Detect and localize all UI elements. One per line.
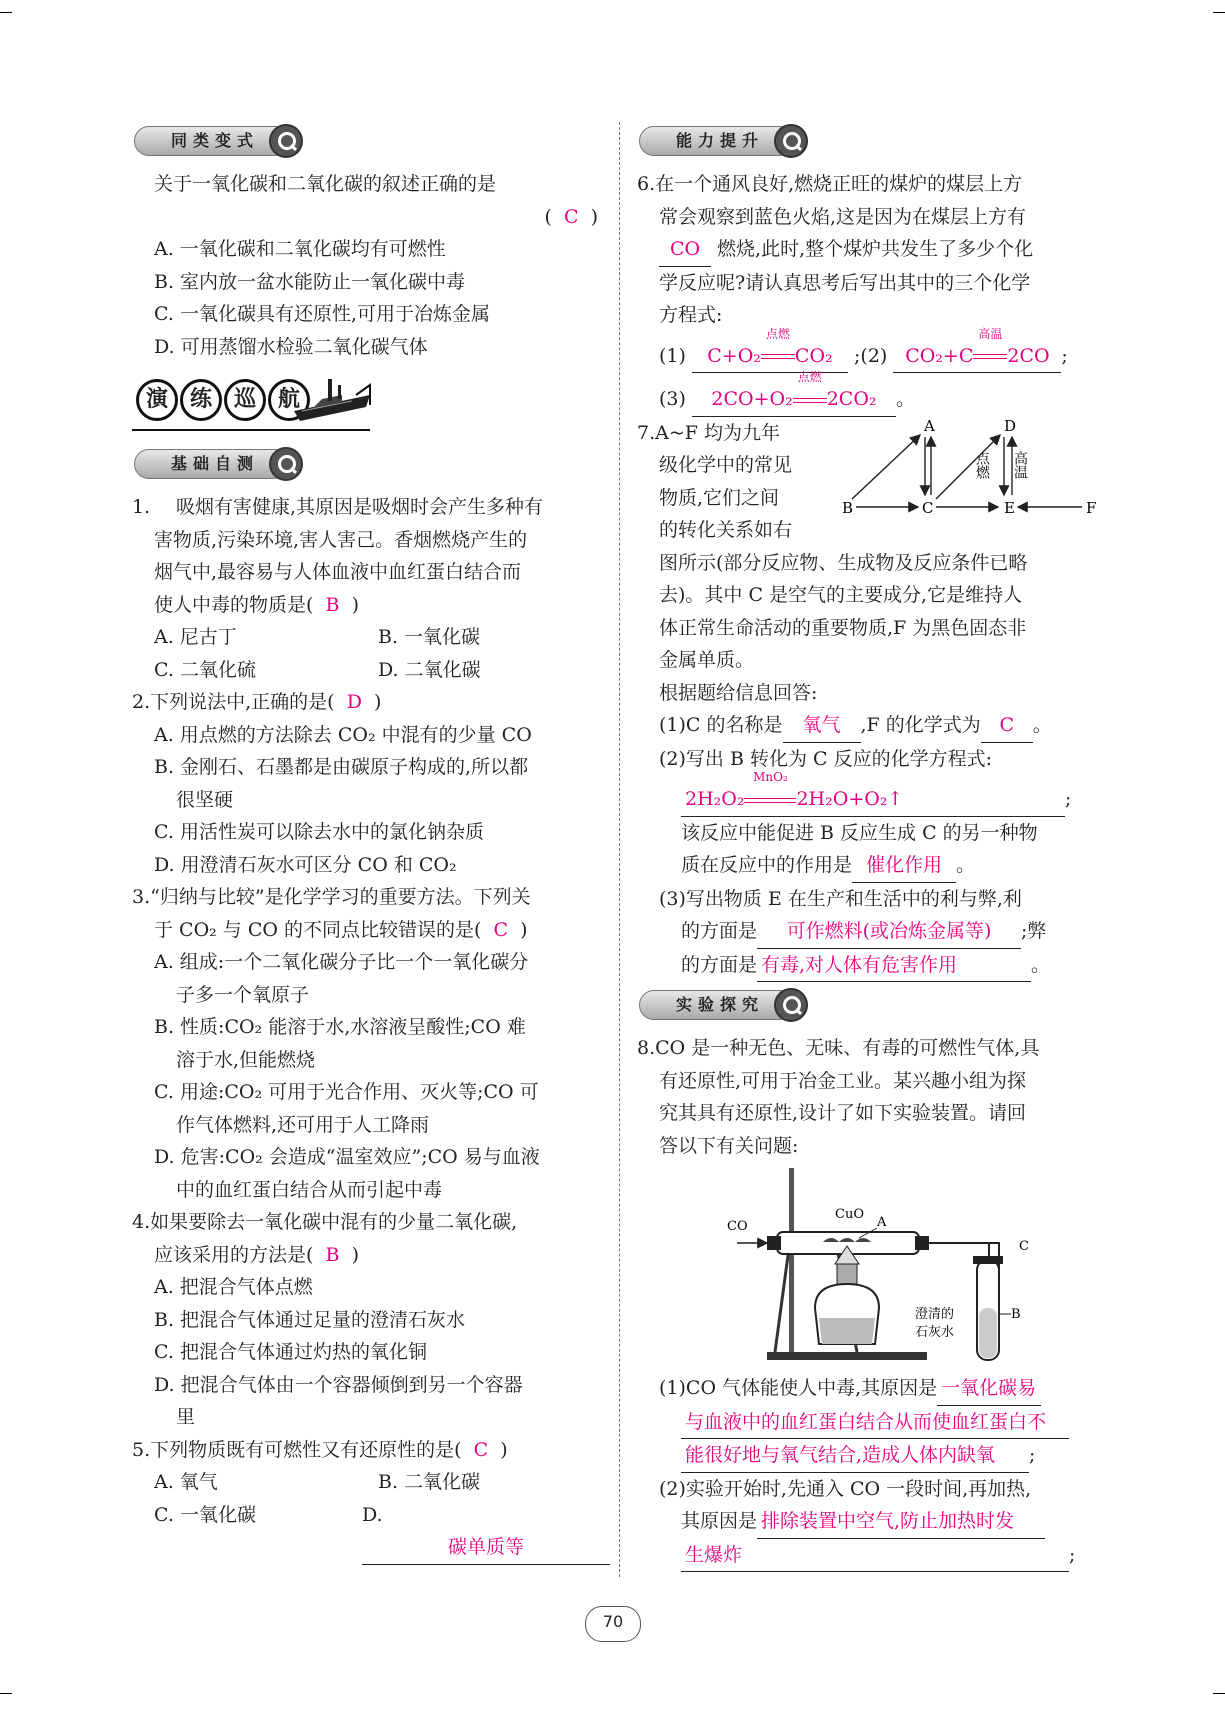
answer-choice: C bbox=[563, 205, 579, 228]
question-line bbox=[637, 233, 1102, 267]
answer-blank: 有毒,对人体有危害作用 bbox=[757, 949, 1031, 983]
arrow-b-to-a bbox=[852, 435, 920, 499]
question-line-text: 质在反应中的作用是 bbox=[681, 854, 853, 876]
equation-label: (3) bbox=[659, 388, 686, 410]
node-c: C bbox=[922, 498, 934, 517]
question-number: 4. bbox=[132, 1211, 151, 1233]
option-a: A. 用点燃的方法除去 CO₂ 中混有的少量 CO bbox=[154, 723, 532, 746]
punctuation: ; bbox=[1029, 1444, 1036, 1466]
option-c: C. 把混合气体通过灼热的氧化铜 bbox=[154, 1341, 427, 1363]
question-stem: 关于一氧化碳和二氧化碳的叙述正确的是 bbox=[154, 173, 497, 195]
question-line-text: 如果要除去一氧化碳中混有的少量二氧化碳, bbox=[150, 1211, 518, 1233]
punctuation: 。 bbox=[1031, 953, 1051, 976]
answer-blank: 氧气 bbox=[783, 709, 861, 743]
option-a-cont: 子多一个氧原子 bbox=[176, 983, 310, 1006]
question-line-text: 于 CO₂ 与 CO 的不同点比较错误的是( bbox=[154, 918, 482, 941]
arrow-c-to-d bbox=[936, 435, 1000, 499]
banner-char: 航 bbox=[268, 379, 310, 421]
sub-question-1 bbox=[637, 709, 1102, 743]
question-line: 该反应中能促进 B 反应生成 C 的另一种物 bbox=[681, 821, 1038, 844]
question-line-text: 在一个通风良好,燃烧正旺的煤炉的煤层上方 bbox=[655, 173, 1023, 195]
answer-choice: B bbox=[325, 1243, 340, 1266]
node-e: E bbox=[1004, 498, 1015, 517]
question-line: 害物质,污染环境,害人害己。香烟燃烧产生的 bbox=[154, 528, 528, 551]
question-line bbox=[637, 849, 1102, 883]
section-tag-variant bbox=[134, 122, 602, 162]
answer-blank: 碳单质等 bbox=[362, 1531, 610, 1565]
sub-question-2: (2)写出 B 转化为 C 反应的化学方程式: bbox=[659, 747, 992, 770]
left-column bbox=[132, 118, 602, 1565]
answer-line bbox=[637, 1539, 1102, 1573]
question-line: 体正常生命活动的重要物质,F 为黑色固态非 bbox=[659, 616, 1027, 639]
question-line-text: ;弊 bbox=[1021, 920, 1047, 942]
option-a: A. 氧气 bbox=[154, 1471, 218, 1493]
answer-choice: C bbox=[493, 918, 509, 941]
label-limewater-1: 澄清的 bbox=[915, 1307, 955, 1322]
question-line bbox=[637, 168, 1102, 201]
punctuation: 。 bbox=[1032, 714, 1052, 736]
option-a: A. 尼古丁 bbox=[154, 626, 237, 648]
question-stem bbox=[132, 686, 602, 719]
reaction-condition: MnO₂ bbox=[753, 770, 788, 784]
sub-question-1 bbox=[637, 1372, 1102, 1406]
answer-blank: CO bbox=[659, 233, 711, 267]
banner-rule bbox=[132, 429, 370, 431]
label-a: A bbox=[877, 1215, 887, 1230]
question-number: 6. bbox=[637, 173, 656, 195]
column-divider bbox=[619, 122, 620, 1577]
label-cuo: CuO bbox=[835, 1207, 864, 1222]
equation-products: 2CO bbox=[1007, 344, 1050, 367]
equation-answer bbox=[681, 770, 1065, 817]
equation-arrow bbox=[973, 326, 1007, 373]
question-number: 5. bbox=[132, 1438, 151, 1461]
answer-blank: 排除装置中空气,防止加热时发 bbox=[757, 1505, 1045, 1539]
equation-reactants: C+O₂ bbox=[707, 344, 761, 367]
question-line: 方程式: bbox=[659, 304, 723, 326]
node-f: F bbox=[1086, 498, 1097, 517]
question-6 bbox=[637, 168, 1102, 417]
punctuation: ; bbox=[1065, 788, 1072, 810]
answer-blank: 能很好地与氧气结合,造成人体内缺氧 bbox=[681, 1439, 1029, 1473]
magnifier-icon bbox=[774, 124, 808, 158]
equation-row bbox=[637, 370, 1102, 417]
question-line-text: 下列说法中,正确的是( bbox=[150, 691, 335, 713]
option-d-prefix: D. bbox=[362, 1503, 383, 1526]
answer-line bbox=[637, 1406, 1102, 1440]
section-tag-label: 实验探究 bbox=[639, 990, 794, 1020]
option-c: C. 一氧化碳 bbox=[154, 1503, 256, 1526]
question-number: 1. bbox=[132, 496, 151, 518]
question-line-text: “归纳与比较”是化学学习的重要方法。下列关 bbox=[150, 886, 531, 908]
question-1 bbox=[132, 491, 602, 686]
question-line-text: (1)C 的名称是 bbox=[659, 714, 783, 736]
answer-bracket: ( C ) bbox=[544, 205, 598, 228]
battleship-icon bbox=[292, 365, 372, 429]
bracket-close: ) bbox=[351, 1243, 359, 1266]
option-d: D. 把混合气体由一个容器倾倒到另一个容器 bbox=[154, 1373, 523, 1396]
option-a: A. 把混合气体点燃 bbox=[154, 1276, 313, 1298]
crop-mark bbox=[1213, 12, 1225, 25]
sub-question-2: (2)实验开始时,先通入 CO 一段时间,再加热, bbox=[659, 1477, 1032, 1500]
banner-char: 练 bbox=[180, 379, 222, 421]
equation-reactants: 2CO+O₂ bbox=[711, 388, 793, 410]
question-text bbox=[132, 491, 602, 524]
option-b-cont: 溶于水,但能燃烧 bbox=[176, 1048, 316, 1071]
question-line: 常会观察到蓝色火焰,这是因为在煤层上方有 bbox=[659, 205, 1027, 228]
question-5 bbox=[132, 1434, 602, 1565]
question-line: 金属单质。 bbox=[659, 649, 755, 671]
question-number: 8. bbox=[637, 1037, 656, 1059]
equation-reactants: CO₂+C bbox=[905, 344, 974, 367]
node-b: B bbox=[842, 498, 854, 517]
crop-mark bbox=[1213, 1693, 1225, 1706]
answer-blank: C bbox=[981, 709, 1033, 743]
answer-blank: 催化作用 bbox=[852, 849, 956, 883]
question-line-text: ,F 的化学式为 bbox=[860, 714, 981, 736]
equation-products: CO₂ bbox=[794, 344, 833, 367]
equation-arrow bbox=[744, 770, 796, 816]
variant-question bbox=[132, 168, 602, 363]
crop-mark bbox=[0, 12, 12, 25]
stand-rod bbox=[789, 1168, 794, 1352]
options-row bbox=[132, 1466, 602, 1499]
section-banner bbox=[132, 371, 602, 441]
equation-label: ;(2) bbox=[854, 344, 888, 367]
question-line-text: 其原因是 bbox=[681, 1510, 758, 1532]
equation-answer bbox=[893, 326, 1061, 374]
section-tag-experiment bbox=[639, 986, 1102, 1026]
bracket-close: ) bbox=[351, 593, 359, 616]
apparatus-diagram bbox=[727, 1168, 1047, 1368]
question-line: 学反应呢?请认真思考后写出其中的三个化学 bbox=[659, 271, 1031, 294]
answer-blank: 生爆炸 bbox=[681, 1539, 1069, 1573]
question-line-text: 使人中毒的物质是( bbox=[154, 593, 314, 616]
crop-mark bbox=[0, 1693, 12, 1706]
options-row bbox=[132, 1499, 602, 1565]
option-b-cont: 很坚硬 bbox=[176, 788, 234, 811]
question-line-text: 的方面是 bbox=[681, 953, 758, 976]
sub-question-3: (3)写出物质 E 在生产和生活中的利与弊,利 bbox=[659, 887, 1022, 910]
magnifier-icon bbox=[269, 447, 303, 481]
magnifier-icon bbox=[269, 124, 303, 158]
answer-blank: 可作燃料(或冶炼金属等) bbox=[757, 915, 1021, 949]
option-d: D. 二氧化碳 bbox=[378, 658, 481, 681]
equation-reactants: 2H₂O₂ bbox=[685, 788, 745, 810]
option-c: C. 用途:CO₂ 可用于光合作用、灭火等;CO 可 bbox=[154, 1081, 539, 1103]
equation-products: 2H₂O+O₂↑ bbox=[796, 788, 904, 810]
question-line: 去)。其中 C 是空气的主要成分,它是维持人 bbox=[659, 584, 1023, 606]
question-line-text: A~F 均为九年 bbox=[655, 421, 781, 444]
option-b: B. 室内放一盆水能防止一氧化碳中毒 bbox=[154, 270, 466, 293]
punctuation: 。 bbox=[956, 854, 976, 876]
answer-line bbox=[637, 1439, 1102, 1473]
reaction-condition: 点燃 bbox=[797, 370, 822, 384]
question-7 bbox=[637, 417, 1102, 983]
answer-choice: C bbox=[473, 1438, 489, 1461]
option-b: B. 把混合气体通过足量的澄清石灰水 bbox=[154, 1308, 466, 1331]
bracket-close: ) bbox=[520, 918, 528, 941]
question-line: 有还原性,可用于冶金工业。某兴趣小组为探 bbox=[659, 1069, 1027, 1092]
option-b: B. 二氧化碳 bbox=[378, 1471, 481, 1493]
punctuation: ; bbox=[1061, 344, 1068, 367]
question-line bbox=[637, 1032, 1102, 1065]
option-c: C. 用活性炭可以除去水中的氯化钠杂质 bbox=[154, 821, 484, 843]
equation-arrow bbox=[761, 326, 795, 373]
section-tag-label: 基础自测 bbox=[134, 449, 289, 479]
options-row bbox=[154, 621, 602, 654]
question-3 bbox=[132, 881, 602, 1206]
question-prompt: 根据题给信息回答: bbox=[659, 681, 818, 704]
question-number: 7. bbox=[637, 421, 656, 444]
option-d-cont: 里 bbox=[176, 1406, 196, 1428]
reaction-condition: 高温 bbox=[978, 326, 1003, 341]
answer-blank: 一氧化碳易 bbox=[937, 1372, 1041, 1406]
label-b: B bbox=[1011, 1307, 1021, 1322]
section-tag-label: 同类变式 bbox=[134, 126, 289, 156]
question-line bbox=[154, 589, 602, 622]
question-line-text: 下列物质既有可燃性又有还原性的是( bbox=[150, 1438, 462, 1461]
question-line-text: 燃烧,此时,整个煤炉共发生了多少个化 bbox=[717, 238, 1034, 260]
question-line: 物质,它们之间 bbox=[659, 486, 780, 509]
label-c: C bbox=[1019, 1239, 1029, 1254]
equation-answer bbox=[692, 326, 848, 374]
condition-high-temp: 高温 bbox=[1012, 450, 1028, 479]
option-b: B. 性质:CO₂ 能溶于水,水溶液呈酸性;CO 难 bbox=[154, 1016, 526, 1038]
equation-row bbox=[637, 326, 1102, 374]
equation-answer bbox=[692, 370, 896, 417]
node-a: A bbox=[924, 418, 935, 435]
bracket-close: ) bbox=[500, 1438, 508, 1461]
question-stem bbox=[132, 1434, 602, 1467]
question-2 bbox=[132, 686, 602, 881]
label-co: CO bbox=[727, 1219, 748, 1234]
option-a: A. 组成:一个二氧化碳分子比一个一氧化碳分 bbox=[154, 951, 529, 973]
equation-row bbox=[637, 770, 1102, 817]
answer-choice: B bbox=[325, 593, 340, 616]
option-d: D. 用澄清石灰水可区分 CO 和 CO₂ bbox=[154, 853, 457, 876]
node-d: D bbox=[1004, 418, 1017, 435]
question-line bbox=[132, 914, 602, 947]
conversion-diagram bbox=[832, 419, 1102, 519]
section-tag-basic bbox=[134, 445, 602, 485]
question-line: 吸烟有害健康,其原因是吸烟时会产生多种有 bbox=[176, 496, 544, 518]
equation-arrow bbox=[793, 370, 827, 416]
question-line: 烟气中,最容易与人体血液中血红蛋白结合而 bbox=[154, 561, 522, 583]
question-line-text: CO 是一种无色、无味、有毒的可燃性气体,具 bbox=[655, 1037, 1040, 1059]
options-row bbox=[154, 654, 602, 687]
answer-choice: D bbox=[346, 691, 362, 713]
question-line bbox=[132, 1239, 602, 1272]
question-number: 3. bbox=[132, 886, 151, 908]
question-8 bbox=[637, 1032, 1102, 1572]
option-d: D. 可用蒸馏水检验二氧化碳气体 bbox=[154, 335, 428, 358]
option-d: D. 危害:CO₂ 会造成“温室效应”;CO 易与血液 bbox=[154, 1146, 540, 1168]
question-line bbox=[637, 915, 1102, 949]
label-limewater-2: 石灰水 bbox=[915, 1325, 955, 1340]
punctuation: 。 bbox=[895, 388, 915, 410]
question-line-text: 应该采用的方法是( bbox=[154, 1243, 314, 1266]
answer-line bbox=[637, 1505, 1102, 1539]
question-4 bbox=[132, 1206, 602, 1434]
option-b: B. 一氧化碳 bbox=[378, 626, 481, 648]
section-tag-label: 能力提升 bbox=[639, 126, 794, 156]
question-line: 图所示(部分反应物、生成物及反应条件已略 bbox=[659, 551, 1028, 574]
question-line bbox=[132, 881, 602, 914]
question-number: 2. bbox=[132, 691, 151, 713]
right-column bbox=[637, 118, 1102, 1572]
condition-ignite: 点燃 bbox=[974, 450, 990, 479]
bracket-close: ) bbox=[374, 691, 382, 713]
option-d-cont: 中的血红蛋白结合从而引起中毒 bbox=[176, 1178, 443, 1201]
question-line bbox=[637, 949, 1102, 983]
question-line bbox=[132, 1206, 602, 1239]
section-tag-ability bbox=[639, 122, 1102, 162]
option-c-cont: 作气体燃料,还可用于人工降雨 bbox=[176, 1113, 430, 1136]
question-line: 答以下有关问题: bbox=[659, 1134, 799, 1157]
question-line-text: 的方面是 bbox=[681, 920, 758, 942]
page-number: 70 bbox=[585, 1606, 641, 1642]
equation-products: 2CO₂ bbox=[826, 388, 877, 410]
question-line-text: (1)CO 气体能使人中毒,其原因是 bbox=[659, 1377, 938, 1399]
option-c: C. 一氧化碳具有还原性,可用于冶炼金属 bbox=[154, 303, 490, 325]
magnifier-icon bbox=[774, 988, 808, 1022]
cuo-sample bbox=[823, 1238, 871, 1242]
banner-char: 巡 bbox=[224, 379, 266, 421]
question-line: 级化学中的常见 bbox=[659, 454, 793, 476]
reaction-condition: 点燃 bbox=[765, 326, 790, 341]
answer-blank: 与血液中的血红蛋白结合从而使血红蛋白不 bbox=[681, 1406, 1069, 1440]
option-d bbox=[362, 1499, 602, 1565]
punctuation: ; bbox=[1069, 1543, 1076, 1566]
question-line: 的转化关系如右 bbox=[659, 519, 793, 541]
stand-base bbox=[767, 1352, 927, 1360]
option-a: A. 一氧化碳和二氧化碳均有可燃性 bbox=[154, 238, 446, 260]
equation-label: (1) bbox=[659, 344, 686, 367]
question-line: 究其具有还原性,设计了如下实验装置。请回 bbox=[659, 1102, 1027, 1124]
option-b: B. 金刚石、石墨都是由碳原子构成的,所以都 bbox=[154, 756, 529, 778]
option-c: C. 二氧化硫 bbox=[154, 658, 256, 681]
banner-char: 演 bbox=[136, 379, 178, 421]
